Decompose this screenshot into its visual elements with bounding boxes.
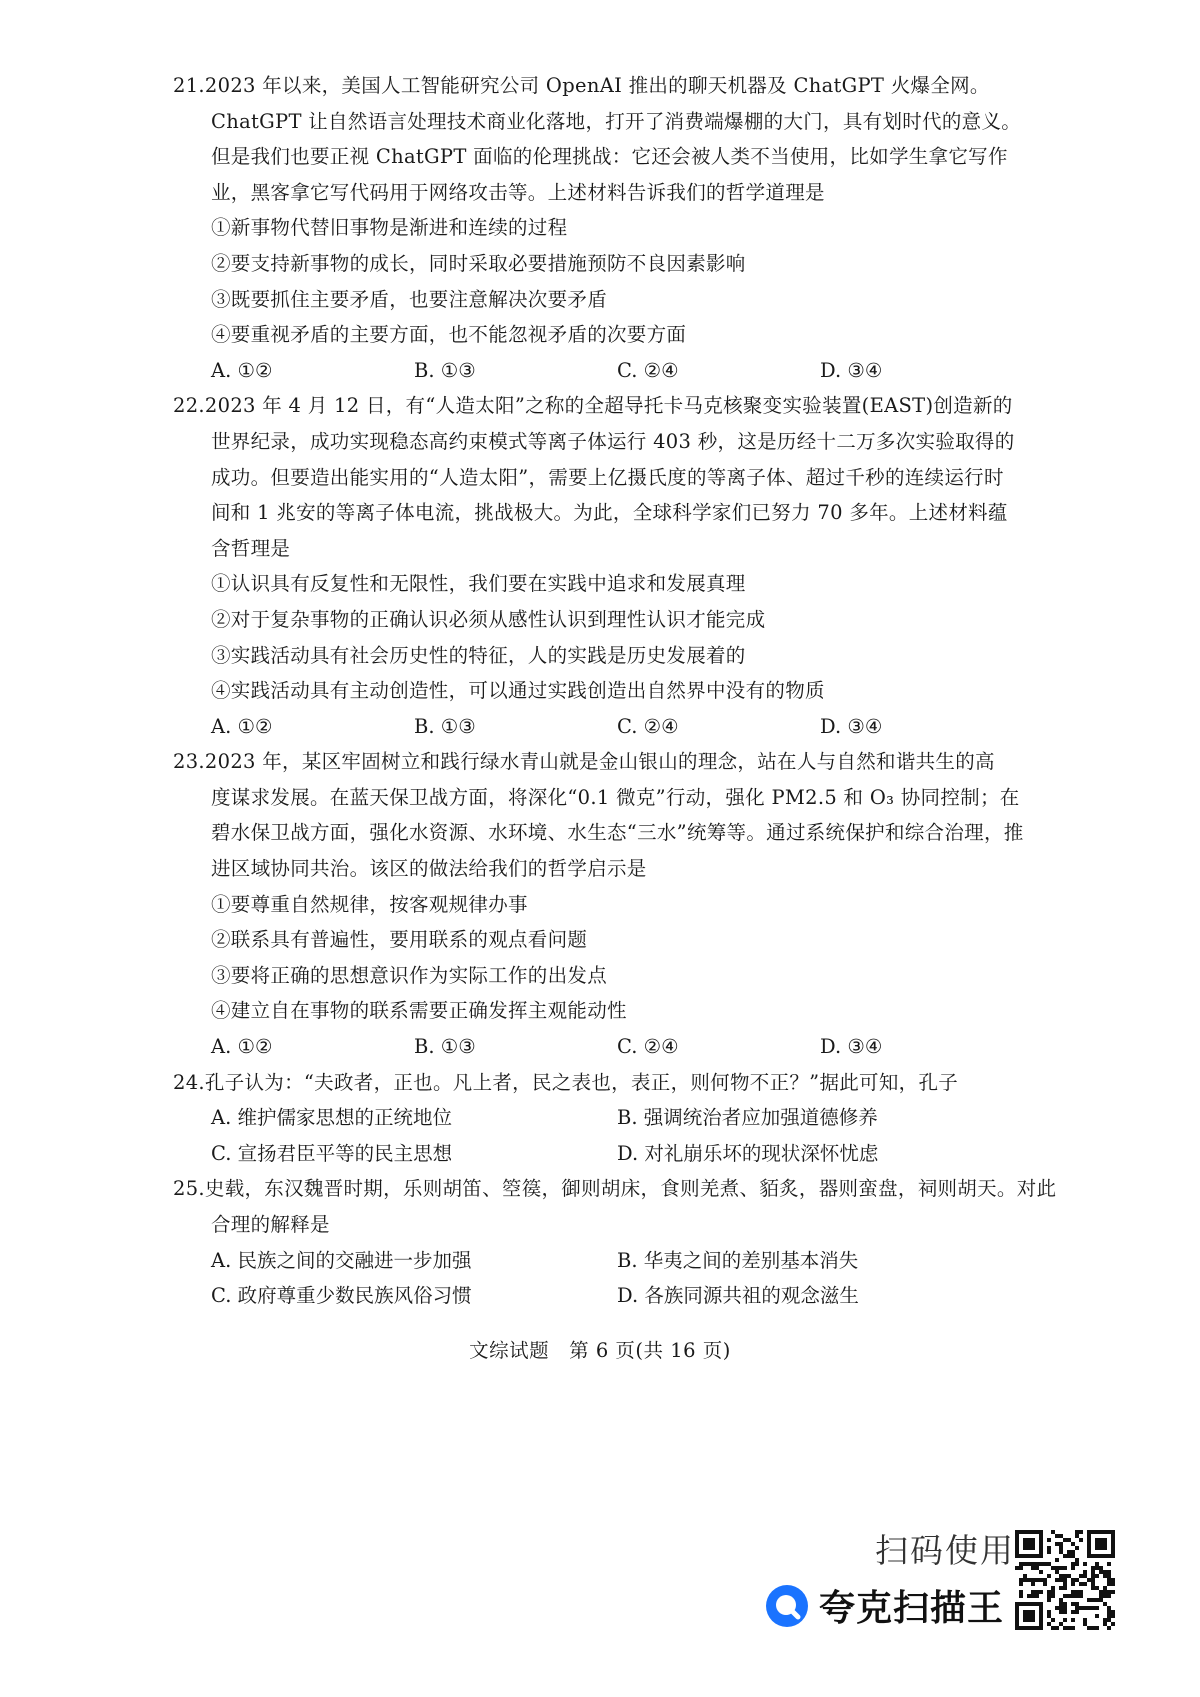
option: D. ③④ [820, 358, 883, 382]
question-stem-line: 成功。但要造出能实用的“人造太阳”，需要上亿摄氏度的等离子体、超过千秒的连续运行时 [211, 465, 1004, 489]
qr-code-icon[interactable] [1015, 1530, 1115, 1630]
option: D. 各族同源共祖的观念滋生 [617, 1284, 859, 1308]
statement: ③既要抓住主要矛盾，也要注意解决次要矛盾 [211, 287, 608, 311]
question-23 [173, 744, 1023, 1064]
question-stem-line: 间和 1 兆安的等离子体电流，挑战极大。为此，全球科学家们已努力 70 多年。上述材料蕴 [211, 501, 1008, 525]
statement: ③要将正确的思想意识作为实际工作的出发点 [211, 963, 608, 987]
question-stem-line: 世界纪录，成功实现稳态高约束模式等离子体运行 403 秒，这是历经十二万多次实验取得的 [211, 429, 1015, 453]
statement: ②联系具有普遍性，要用联系的观点看问题 [211, 928, 588, 952]
question-stem-line: 含哲理是 [211, 536, 291, 560]
statement: ①新事物代替旧事物是渐进和连续的过程 [211, 216, 568, 240]
question-stem-line: 25.史载，东汉魏晋时期，乐则胡笛、箜篌，御则胡床，食则羌煮、貊炙，器则蛮盘，祠则胡天。对此 [173, 1177, 1057, 1201]
option: C. ②④ [617, 358, 679, 382]
option: D. ③④ [820, 714, 883, 738]
scan-label: 扫码使用 [875, 1531, 1015, 1570]
statement: ②要支持新事物的成长，同时采取必要措施预防不良因素影响 [211, 251, 746, 275]
question-stem-line: 但是我们也要正视 ChatGPT 面临的伦理挑战：它还会被人类不当使用，比如学生拿它写作 [211, 145, 1008, 169]
option: C. 宣扬君臣平等的民主思想 [211, 1141, 453, 1165]
question-stem-line: ChatGPT 让自然语言处理技术商业化落地，打开了消费端爆棚的大门，具有划时代的意义。 [211, 109, 1022, 133]
options-row [173, 1136, 1023, 1172]
options-row [173, 1100, 1023, 1136]
option: C. ②④ [617, 1035, 679, 1059]
statement: ③实践活动具有社会历史性的特征，人的实践是历史发展着的 [211, 643, 746, 667]
question-stem-line: 业，黑客拿它写代码用于网络攻击等。上述材料告诉我们的哲学道理是 [211, 180, 825, 204]
option: A. 民族之间的交融进一步加强 [211, 1248, 472, 1272]
option: A. ①② [211, 1035, 273, 1059]
question-stem-line: 度谋求发展。在蓝天保卫战方面，将深化“0.1 微克”行动，强化 PM2.5 和 O₃ 协同控制；在 [211, 785, 1020, 809]
option: C. 政府尊重少数民族风俗习惯 [211, 1284, 472, 1308]
statement: ④实践活动具有主动创造性，可以通过实践创造出自然界中没有的物质 [211, 679, 825, 703]
question-stem-line: 23.2023 年，某区牢固树立和践行绿水青山就是金山银山的理念，站在人与自然和谐共生的高 [173, 750, 995, 774]
question-stem-line: 24.孔子认为：“夫政者，正也。凡上者，民之表也，表正，则何物不正？”据此可知，孔子 [173, 1070, 959, 1094]
question-21 [173, 68, 1023, 388]
option: B. ①③ [414, 358, 476, 382]
question-stem-line: 进区域协同共治。该区的做法给我们的哲学启示是 [211, 857, 647, 881]
question-stem-line: 合理的解释是 [211, 1213, 330, 1236]
statement: ①要尊重自然规律，按客观规律办事 [211, 892, 528, 916]
statement: ②对于复杂事物的正确认识必须从感性认识到理性认识才能完成 [211, 607, 766, 631]
page-footer: 文综试题 第 6 页(共 16 页) [469, 1339, 731, 1362]
options-row [173, 1029, 1023, 1065]
quark-logo-icon [765, 1584, 809, 1628]
question-22 [173, 388, 1023, 744]
options-row [173, 1278, 1023, 1314]
question-stem-line: 22.2023 年 4 月 12 日，有“人造太阳”之称的全超导托卡马克核聚变实验装置(EAST)创造新的 [173, 394, 1013, 418]
option: B. 强调统治者应加强道德修养 [617, 1106, 878, 1130]
statement: ④建立自在事物的联系需要正确发挥主观能动性 [211, 999, 627, 1023]
option: C. ②④ [617, 714, 679, 738]
question-25 [173, 1171, 1057, 1313]
options-row [173, 709, 1023, 745]
question-stem-line: 碧水保卫战方面，强化水资源、水环境、水生态“三水”统筹等。通过系统保护和综合治理，推 [211, 821, 1024, 845]
option: A. ①② [211, 714, 273, 738]
question-24 [173, 1065, 1023, 1172]
option: B. 华夷之间的差别基本消失 [617, 1248, 859, 1272]
question-stem-line: 21.2023 年以来，美国人工智能研究公司 OpenAI 推出的聊天机器及 ChatGPT 火爆全网。 [173, 74, 990, 97]
options-row [173, 353, 1023, 389]
option: D. ③④ [820, 1035, 883, 1059]
option: A. 维护儒家思想的正统地位 [211, 1106, 452, 1130]
statement: ④要重视矛盾的主要方面，也不能忽视矛盾的次要方面 [211, 323, 687, 347]
statement: ①认识具有反复性和无限性，我们要在实践中追求和发展真理 [211, 572, 746, 596]
options-row [173, 1243, 1023, 1279]
brand-name: 夸克扫描王 [819, 1588, 1005, 1629]
brand-row [765, 1580, 1004, 1631]
option: D. 对礼崩乐坏的现状深怀忧虑 [617, 1141, 879, 1165]
question-list [173, 68, 1057, 1314]
option: B. ①③ [414, 714, 476, 738]
option: A. ①② [211, 358, 273, 382]
option: B. ①③ [414, 1035, 476, 1059]
